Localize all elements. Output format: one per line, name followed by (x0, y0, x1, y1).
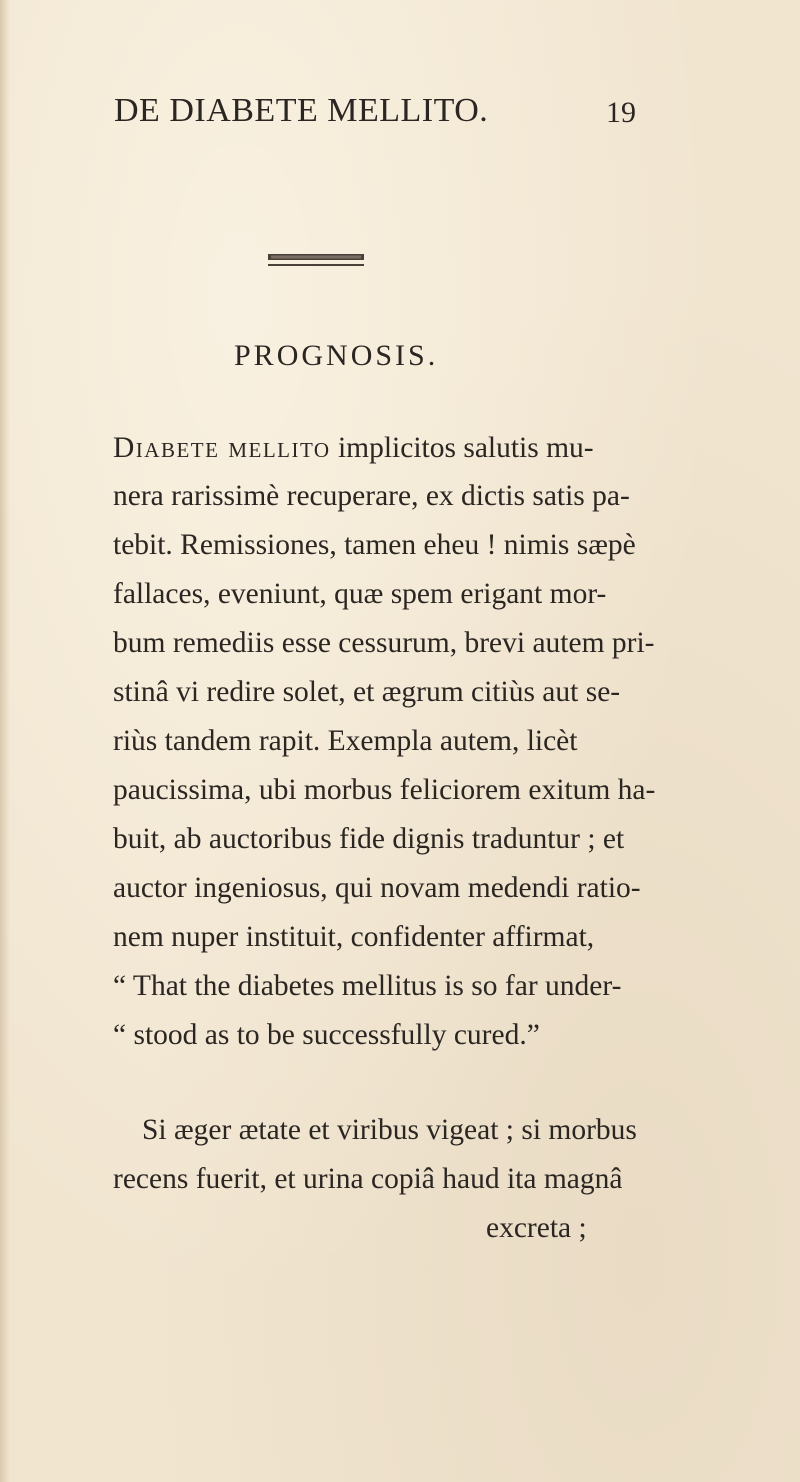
page-number: 19 (606, 96, 636, 129)
lead-words: Diabete mellito (113, 432, 331, 464)
paragraph-line: nera rarissimè recuperare, ex dictis satis pa- (113, 480, 630, 512)
paragraph-line: fallaces, eveniunt, quæ spem erigant mor- (113, 578, 607, 610)
paragraph-line: Si æger ætate et viribus vigeat ; si morbus (142, 1114, 637, 1146)
page-gutter-shadow (0, 0, 10, 1482)
paragraph-line (113, 428, 594, 468)
section-title: PROGNOSIS. (234, 339, 439, 372)
paragraph-line: paucissima, ubi morbus feliciorem exitum ha- (113, 774, 656, 806)
paragraph-line: buit, ab auctoribus fide dignis traduntur ; et (113, 823, 625, 855)
paragraph-line: bum remediis esse cessurum, brevi autem pri- (113, 627, 655, 659)
paragraph-line: tebit. Remissiones, tamen eheu ! nimis sæpè (113, 529, 636, 561)
paragraph-line: auctor ingeniosus, qui novam medendi ratio- (113, 872, 641, 904)
paragraph-line: “ That the diabetes mellitus is so far under- (113, 970, 622, 1002)
paragraph-line: nem nuper instituit, confidenter affirmat, (113, 921, 595, 953)
running-head: DE DIABETE MELLITO. (114, 92, 489, 129)
paragraph-line: recens fuerit, et urina copiâ haud ita magnâ (113, 1163, 623, 1195)
paragraph-line: “ stood as to be successfully cured.” (113, 1019, 540, 1051)
catchword: excreta ; (486, 1212, 587, 1244)
paragraph-line: riùs tandem rapit. Exempla autem, licèt (113, 725, 578, 757)
line-text: implicitos salutis mu- (330, 432, 594, 464)
paragraph-line: stinâ vi redire solet, et ægrum citiùs aut se- (113, 676, 621, 708)
header-rule-ornament (268, 253, 364, 269)
